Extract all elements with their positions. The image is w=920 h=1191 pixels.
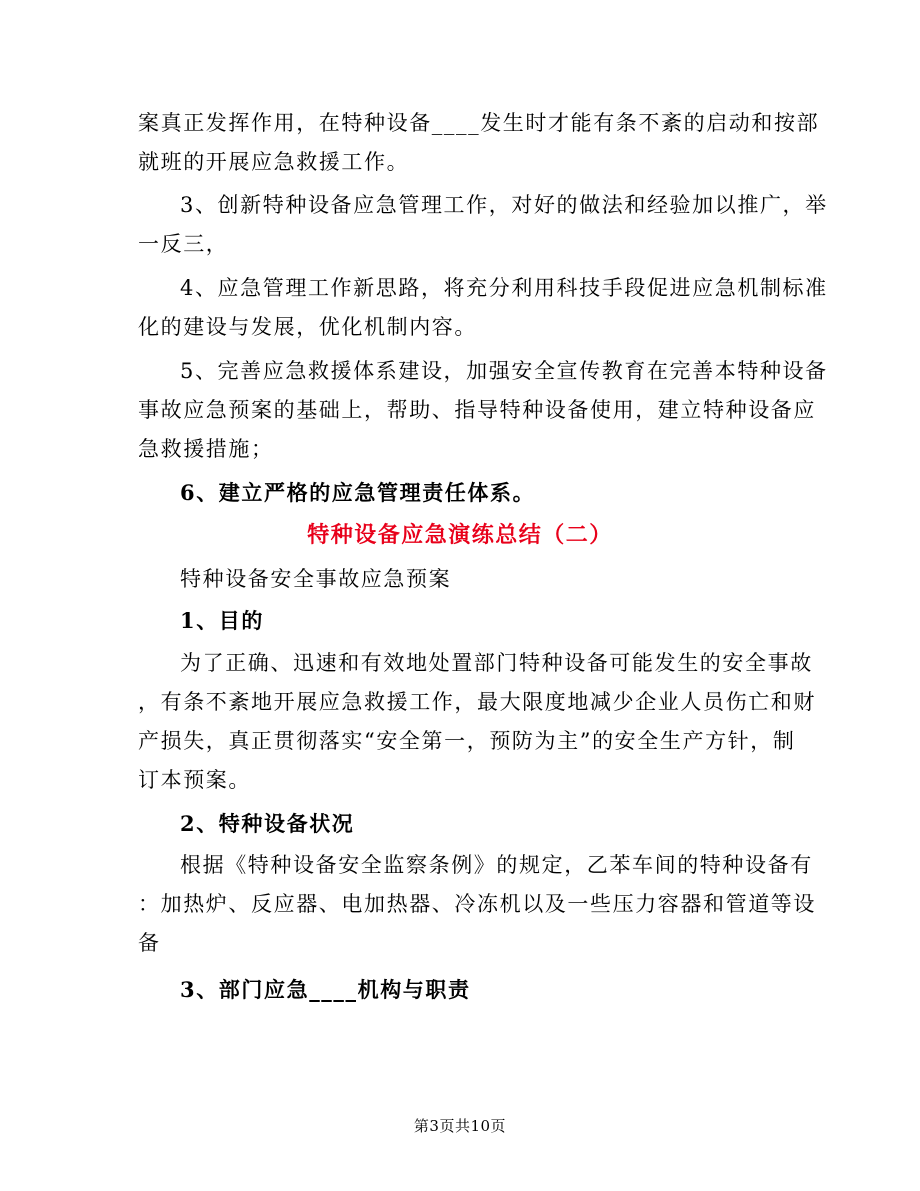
page-number: 第3页共10页 xyxy=(413,1117,507,1135)
heading-equipment-status: 2、特种设备状况 xyxy=(180,811,355,836)
section-title: 特种设备应急演练总结（二） xyxy=(307,522,613,548)
item-5-line-2: 事故应急预案的基础上，帮助、指导特种设备使用，建立特种设备应 xyxy=(138,398,816,422)
item-6: 6、建立严格的应急管理责任体系。 xyxy=(180,480,536,505)
section-subtitle: 特种设备安全事故应急预案 xyxy=(180,567,452,591)
equipment-line-3: 备 xyxy=(138,931,161,955)
paragraph-continued-line-1: 案真正发挥作用，在特种设备____发生时才能有条不紊的启动和按部 xyxy=(138,111,820,135)
purpose-line-4: 订本预案。 xyxy=(138,768,251,792)
purpose-line-1: 为了正确、迅速和有效地处置部门特种设备可能发生的安全事故 xyxy=(180,651,813,675)
equipment-line-1: 根据《特种设备安全监察条例》的规定，乙苯车间的特种设备有 xyxy=(180,853,813,877)
purpose-line-2: ，有条不紊地开展应急救援工作，最大限度地减少企业人员伤亡和财 xyxy=(138,690,816,714)
heading-emergency-organization: 3、部门应急____机构与职责 xyxy=(180,977,471,1002)
equipment-line-2: ：加热炉、反应器、电加热器、冷冻机以及一些压力容器和管道等设 xyxy=(138,892,816,916)
heading-purpose: 1、目的 xyxy=(180,608,265,633)
item-3-line-2: 一反三， xyxy=(138,232,229,256)
item-4-line-1: 4、应急管理工作新思路，将充分利用科技手段促进应急机制标准 xyxy=(180,276,828,300)
paragraph-continued-line-2: 就班的开展应急救援工作。 xyxy=(138,150,410,174)
item-5-line-3: 急救援措施； xyxy=(138,437,274,461)
item-4-line-2: 化的建设与发展，优化机制内容。 xyxy=(138,315,477,339)
item-3-line-1: 3、创新特种设备应急管理工作，对好的做法和经验加以推广，举 xyxy=(180,193,828,217)
item-5-line-1: 5、完善应急救援体系建设，加强安全宣传教育在完善本特种设备 xyxy=(180,359,828,383)
purpose-line-3: 产损失，真正贯彻落实“安全第一，预防为主”的安全生产方针，制 xyxy=(138,729,796,753)
